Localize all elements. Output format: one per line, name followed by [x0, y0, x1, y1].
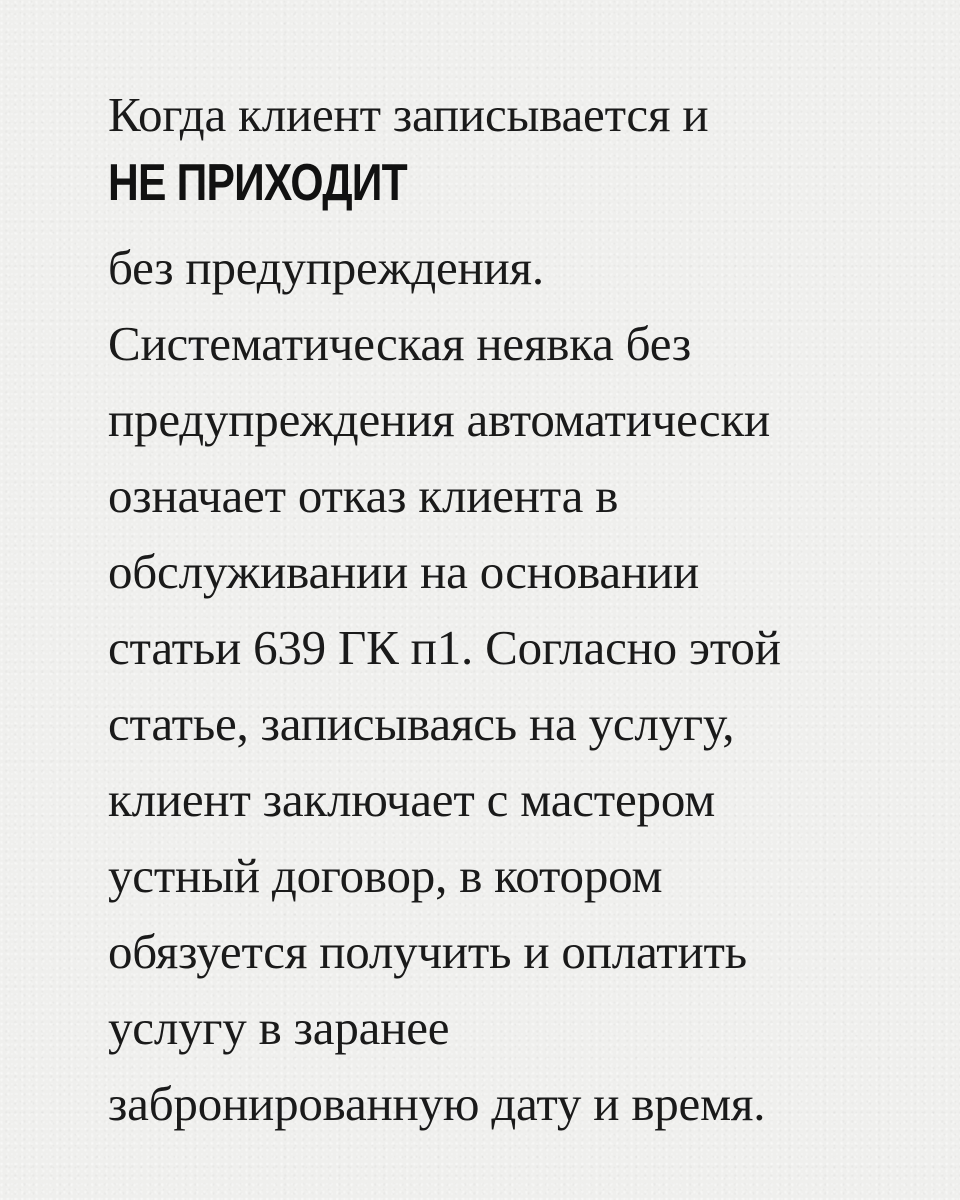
- body-line-8: клиент заключает с мастером: [108, 772, 716, 827]
- body-line-7: статье, записываясь на услугу,: [108, 696, 735, 751]
- body-line-10: обязуется получить и оплатить: [108, 924, 747, 979]
- body-line-12: забронированную дату и время.: [108, 1076, 766, 1131]
- body-line-2: Систематическая неявка без: [108, 316, 692, 371]
- body-line-4: означает отказ клиента в: [108, 468, 619, 523]
- body-line-11: услугу в заранее: [108, 1000, 450, 1055]
- body-line-1: без предупреждения.: [108, 240, 544, 295]
- body-line-6: статьи 639 ГК п1. Согласно этой: [108, 620, 781, 675]
- headline: НЕ ПРИХОДИТ: [108, 154, 407, 212]
- body-line-3: предупреждения автоматически: [108, 392, 771, 447]
- intro-line: Когда клиент записывается и: [108, 87, 709, 142]
- body-line-5: обслуживании на основании: [108, 544, 700, 599]
- text-block: [108, 80, 908, 1142]
- body-line-9: устный договор, в котором: [108, 848, 663, 903]
